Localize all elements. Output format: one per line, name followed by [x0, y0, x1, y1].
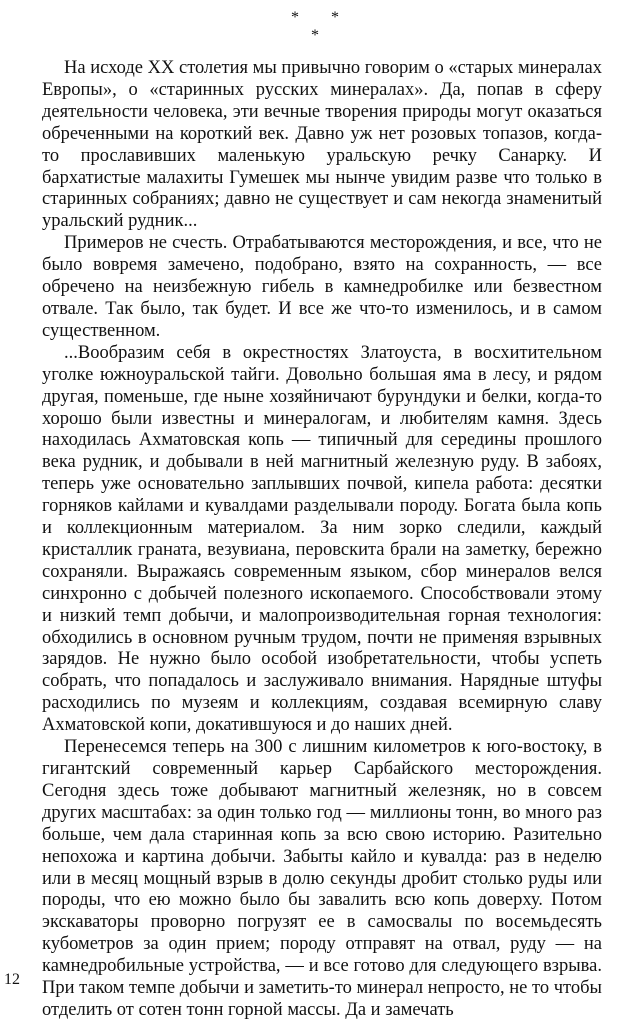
body-text: [42, 58, 602, 1022]
paragraph-2: Примеров не счесть. Отрабатываются месторождения, и все, что не было вовремя замечено, подобрано, взято на сохранность, — все обречено на неизбежную гибель в камнедробилке или безвестном отвале. Так было, так будет. И все же что-то изменилось, и в самом существенном.: [42, 233, 602, 341]
page-number: 12: [4, 971, 20, 988]
ornament-bottom-star: *: [311, 27, 319, 44]
paragraph-1: На исходе XX столетия мы привычно говорим о «старых минералах Европы», о «старинных русских минералах». Да, попав в сферу деятельности человека, эти вечные творения природы могут оказаться обреченными на короткий век. Давно уж нет розовых топазов, когда-то прославивших маленькую уральскую речку Санарку. И бархатистые малахиты Гумешек мы нынче увидим разве что только в старинных собраниях; давно не существует и сам некогда знаменитый уральский рудник...: [42, 58, 602, 232]
paragraph-4: Перенесемся теперь на 300 с лишним километров к юго-востоку, в гигантский современный карьер Сарбайского месторождения. Сегодня здесь тоже добывают магнитный железняк, но в совсем других масштабах: за один только год — миллионы тонн, во много раз больше, чем дала старинная копь за всю свою историю. Разительно непохожа и картина добычи. Забыты кайло и кувалда: раз в неделю или в месяц мощный взрыв в долю секунды дробит столько руды или породы, что ею можно было бы завалить всю копь доверху. Потом экскаваторы проворно погрузят ее в самосвалы по восемьдесять кубометров за один прием; породу отправят на отвал, руду — на камнедробильные устройства, — и все готово для следующего взрыва. При таком темпе добычи и заметить-то минерал непросто, не то чтобы отделить от сотен тонн горной массы. Да и замечать: [42, 737, 602, 1020]
ornament-top-stars: * *: [291, 9, 353, 26]
section-ornament: [0, 10, 630, 44]
paragraph-3: ...Вообразим себя в окрестностях Златоуста, в восхитительном уголке южноуральской тайги. Довольно большая яма в лесу, и рядом другая, поменьше, где ныне хозяйничают бурундуки и белки, когда-то хорошо были известны и минералогам, и любителям камня. Здесь находилась Ахматовская копь — типичный для середины прошлого века рудник, и добывали в ней магнитный железную руду. В забоях, теперь уже основательно заплывших почвой, кипела работа: десятки горняков кайлами и кувалдами разделывали породу. Богата была копь и коллекционным материалом. За ним зорко следили, каждый кристаллик граната, везувиана, перовскита брали на заметку, бережно сохраняли. Выражаясь современным языком, сбор минералов велся синхронно с добычей полезного ископаемого. Способствовали этому и низкий темп добычи, и малопроизводительная горная технология: обходились в основном ручным трудом, почти не применяя взрывных зарядов. Не нужно было особой изобретательности, чтобы успеть собрать, что попадалось и заслуживало внимания. Нарядные штуфы расходились по музеям и коллекциям, создавая всемирную славу Ахматовской копи, докатившуюся и до наших дней.: [42, 342, 602, 736]
